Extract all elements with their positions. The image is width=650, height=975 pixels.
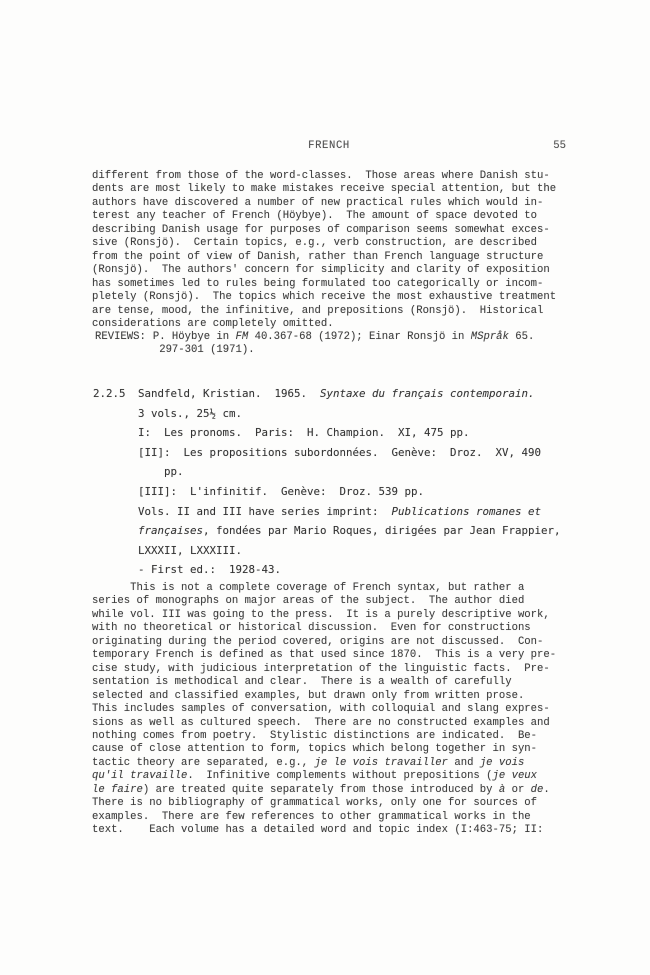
entry-number: 2.2.5 [93,387,126,400]
reviews-citations: P. Höybye in FM 40.367-68 (1972); Einar Ronsjö in MSpråk 65. 297-301 (1971). [152,331,535,357]
page-header [92,140,566,155]
reviews-label: REVIEWS: [95,331,146,343]
paragraph-previous-entry-discussion: different from those of the word-classes. Those areas where Danish stu- dents are most likely to make mistakes receive special attention, but the authors have discovered a number of new practical rules which would in- terest any teacher of French (Höybye). The amount of space devoted to describing Danish usage for purposes of comparison seems somewhat exces- sive (Ronsjö). Certain topics, e.g., verb construction, are described from the point of view of Danish, rather than French language structure (Ronsjö). The authors' concern for simplicity and clarity of exposition has sometimes led to rules being formulated too categorically or incom- pletely (Ronsjö). The topics which receive the most exhaustive treatment are tense, mood, the infinitive, and prepositions (Ronsjö). Historical considerations are completely omitted. [92,170,557,330]
running-head: FRENCH [308,140,350,152]
reviews-block [95,331,534,358]
page-number: 55 [553,140,566,152]
paragraph-sandfeld-discussion: This is not a complete coverage of French syntax, but rather a series of monographs on major areas of the subject. The author died while vol. III was going to the press. It is a purely descriptive work, with no theoretical or historical discussion. Even for constructions originating during the period covered, origins are not discussed. Con- temporary French is defined as that used since 1870. This is a very pre- cise study, with judicious interpretation of the linguistic facts. Pre- sentation is methodical and clear. There is a wealth of carefully selected and classified examples, but drawn only from written prose. This includes samples of conversation, with colloquial and slang expres- sions as well as cultured speech. There are no constructed examples and nothing comes from poetry. Stylistic distinctions are indicated. Be- cause of close attention to form, topics which belong together in syn- tactic theory are separated, e.g., je le vois travailler and je vois qu'il travaille. Infinitive complements without prepositions (je veux le faire) are treated quite separately from those introduced by à or de. There is no bibliography of grammatical works, only one for sources of examples. There are few references to other grammatical works in the text. Each volume has a detailed word and topic index (I:463-75; II: [92,582,557,837]
bibliography-entry-2-2-5 [93,384,561,580]
entry-body: Sandfeld, Kristian. 1965. Syntaxe du français contemporain. 3 vols., 25½ cm. I: Les pronoms. Paris: H. Champion. XI, 475 pp. [II]: Les propositions subordonnées. Genève: Droz. XV, 490 pp. [III]: L'infinitif. Genève: Droz. 539 pp. Vols. II and III have series imprint: Publications romanes et françaises, fondées par Mario Roques, dirigées par Jean Frappier, LXXXII, LXXXIII. - First ed.: 1928-43. [138,387,561,577]
